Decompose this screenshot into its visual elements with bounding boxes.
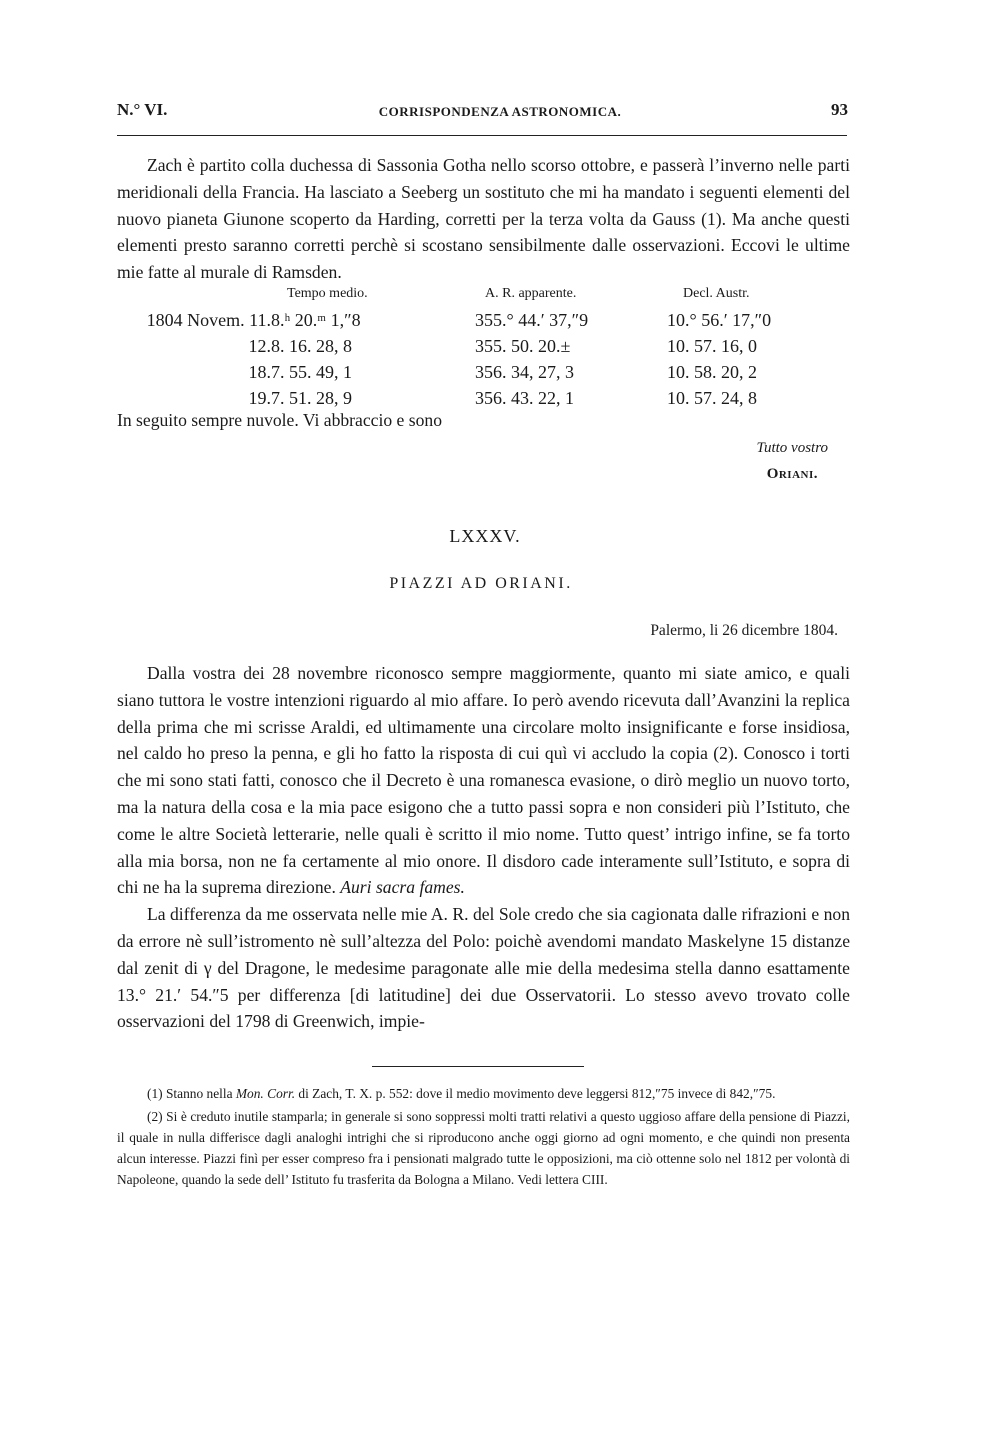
page-number: 93 bbox=[831, 100, 848, 119]
footnote-1-end: di Zach, T. X. p. 552: dove il medio movimento deve leggersi 812,″75 invece di 842,″75. bbox=[298, 1086, 776, 1101]
cell-decl: 10.° 56.′ 17,″0 bbox=[667, 310, 772, 330]
col-header-decl: Decl. Austr. bbox=[683, 286, 750, 301]
cell-ar: 355.° 44.′ 37,″9 bbox=[475, 310, 589, 330]
footnote-1-start: (1) Stanno nella bbox=[147, 1086, 233, 1101]
header-rule bbox=[117, 135, 847, 136]
letter-paragraph-1-text: Dalla vostra dei 28 novembre riconosco sempre maggiormente, quanto mi siate amico, e quali siano tuttora le vostre intenzioni riguardo al mio affare. Io però avendo ricevuta dall’Avanzini la replica della prima che mi scrisse Araldi, ed ultimamente una circolare molto insignificante e forse insidiosa, nel caldo ho preso la penna, e gli ho fatto la risposta di cui quì vi accludo la copia (2). Conosco i torti che mi sono stati fatti, conosco che il Decreto è una romanesca evasione, o dirò meglio un nuovo torto, ma la natura della cosa e la mia pace esigono che a tutto passi sopra e non consideri più l’Istituto, che come le altre Società letterarie, nelle quali è scritto il mio nome. Tutto quest’ intrigo infine, se fa torto alla mia borsa, non ne fa certamente al mio onore. Il disdoro cade interamente sull’Istituto, e sopra di chi ne ha la suprema direzione. bbox=[117, 663, 850, 898]
cell-date: 1804 Novem. 11. bbox=[146, 310, 271, 330]
footnote-1-journal: Mon. Corr. bbox=[235, 1086, 296, 1101]
issue-number: N.° VI. bbox=[117, 100, 168, 119]
cell-time: 8. 16. 28, 8 bbox=[271, 336, 352, 356]
col-header-time: Tempo medio. bbox=[287, 286, 368, 301]
letter-place-date: Palermo, li 26 dicembre 1804. bbox=[650, 622, 838, 639]
table-row bbox=[117, 310, 850, 336]
intro-section bbox=[117, 152, 850, 286]
footnote-1 bbox=[117, 1083, 850, 1104]
footnote-2: (2) Si è creduto inutile stamparla; in generale si sono soppressi molti tratti relativi a questo uggioso affare della pensione di Piazzi, il quale in nulla differisce dagli analoghi intrighi che si riproducono anche oggi giorno ad ogni momento, e che quindi non presenta alcun interesse. Piazzi finì per esser compreso fra i pensionati malgrado tutte le opposizioni, ma ciò ottenne solo nel 1812 per volontà di Napoleone, quando la sede dell’ Istituto fu trasferita da Bologna a Milano. Vedi lettera CIII. bbox=[117, 1109, 850, 1187]
cell-date: 19. bbox=[248, 388, 271, 408]
table-row bbox=[117, 362, 850, 388]
running-title: CORRISPONDENZA ASTRONOMICA. bbox=[378, 104, 622, 119]
closing-line: In seguito sempre nuvole. Vi abbraccio e sono bbox=[117, 410, 442, 430]
letter-number: LXXXV. bbox=[449, 526, 521, 546]
cell-decl: 10. 57. 24, 8 bbox=[667, 388, 757, 408]
cell-time: 8.ʰ 20.ᵐ 1,″8 bbox=[271, 310, 361, 330]
cell-time: 7. 55. 49, 1 bbox=[271, 362, 352, 382]
cell-ar: 355. 50. 20.± bbox=[475, 336, 571, 356]
cell-ar: 356. 43. 22, 1 bbox=[475, 388, 574, 408]
letter-body bbox=[117, 660, 850, 1035]
footnote-rule bbox=[372, 1066, 584, 1067]
footnotes bbox=[117, 1083, 850, 1190]
cell-decl: 10. 58. 20, 2 bbox=[667, 362, 757, 382]
cell-date: 12. bbox=[248, 336, 271, 356]
table-row bbox=[117, 336, 850, 362]
latin-phrase: Auri sacra fames. bbox=[340, 877, 465, 898]
col-header-ar: A. R. apparente. bbox=[485, 286, 577, 301]
signature-name: Oriani. bbox=[766, 466, 818, 482]
cell-ar: 356. 34, 27, 3 bbox=[475, 362, 574, 382]
cell-date: 18. bbox=[248, 362, 271, 382]
letter-paragraph-2: La differenza da me osservata nelle mie A. R. del Sole credo che sia cagionata dalle rifrazioni e non da errore nè sull’istromento nè sull’altezza del Polo: poichè avendomi mandato Maskelyne 15 distanze dal zenit di γ del Dragone, le medesime paragonate alle mie della medesima stella danno esattamente 13.° 21.′ 54.″5 per differenza [di latitudine] dei due Osservatorii. Lo stesso avevo trovato colle osservazioni del 1798 di Greenwich, impie- bbox=[117, 904, 850, 1032]
letter-paragraph-1 bbox=[117, 660, 850, 901]
signature-salutation: Tutto vostro bbox=[756, 440, 828, 456]
cell-decl: 10. 57. 16, 0 bbox=[667, 336, 757, 356]
cell-time: 7. 51. 28, 9 bbox=[271, 388, 352, 408]
intro-paragraph: Zach è partito colla duchessa di Sassonia Gotha nello scorso ottobre, e passerà l’inverno nelle parti meridionali della Francia. Ha lasciato a Seeberg un sostituto che mi ha mandato i seguenti elementi del nuovo pianeta Giunone scoperto da Harding, corretti per la terza volta da Gauss (1). Ma anche questi elementi presto saranno corretti perchè si scostano sensibilmente dalle osservazioni. Eccovi le ultime mie fatte al murale di Ramsden. bbox=[117, 155, 850, 283]
letter-title: PIAZZI AD ORIANI. bbox=[389, 575, 573, 592]
